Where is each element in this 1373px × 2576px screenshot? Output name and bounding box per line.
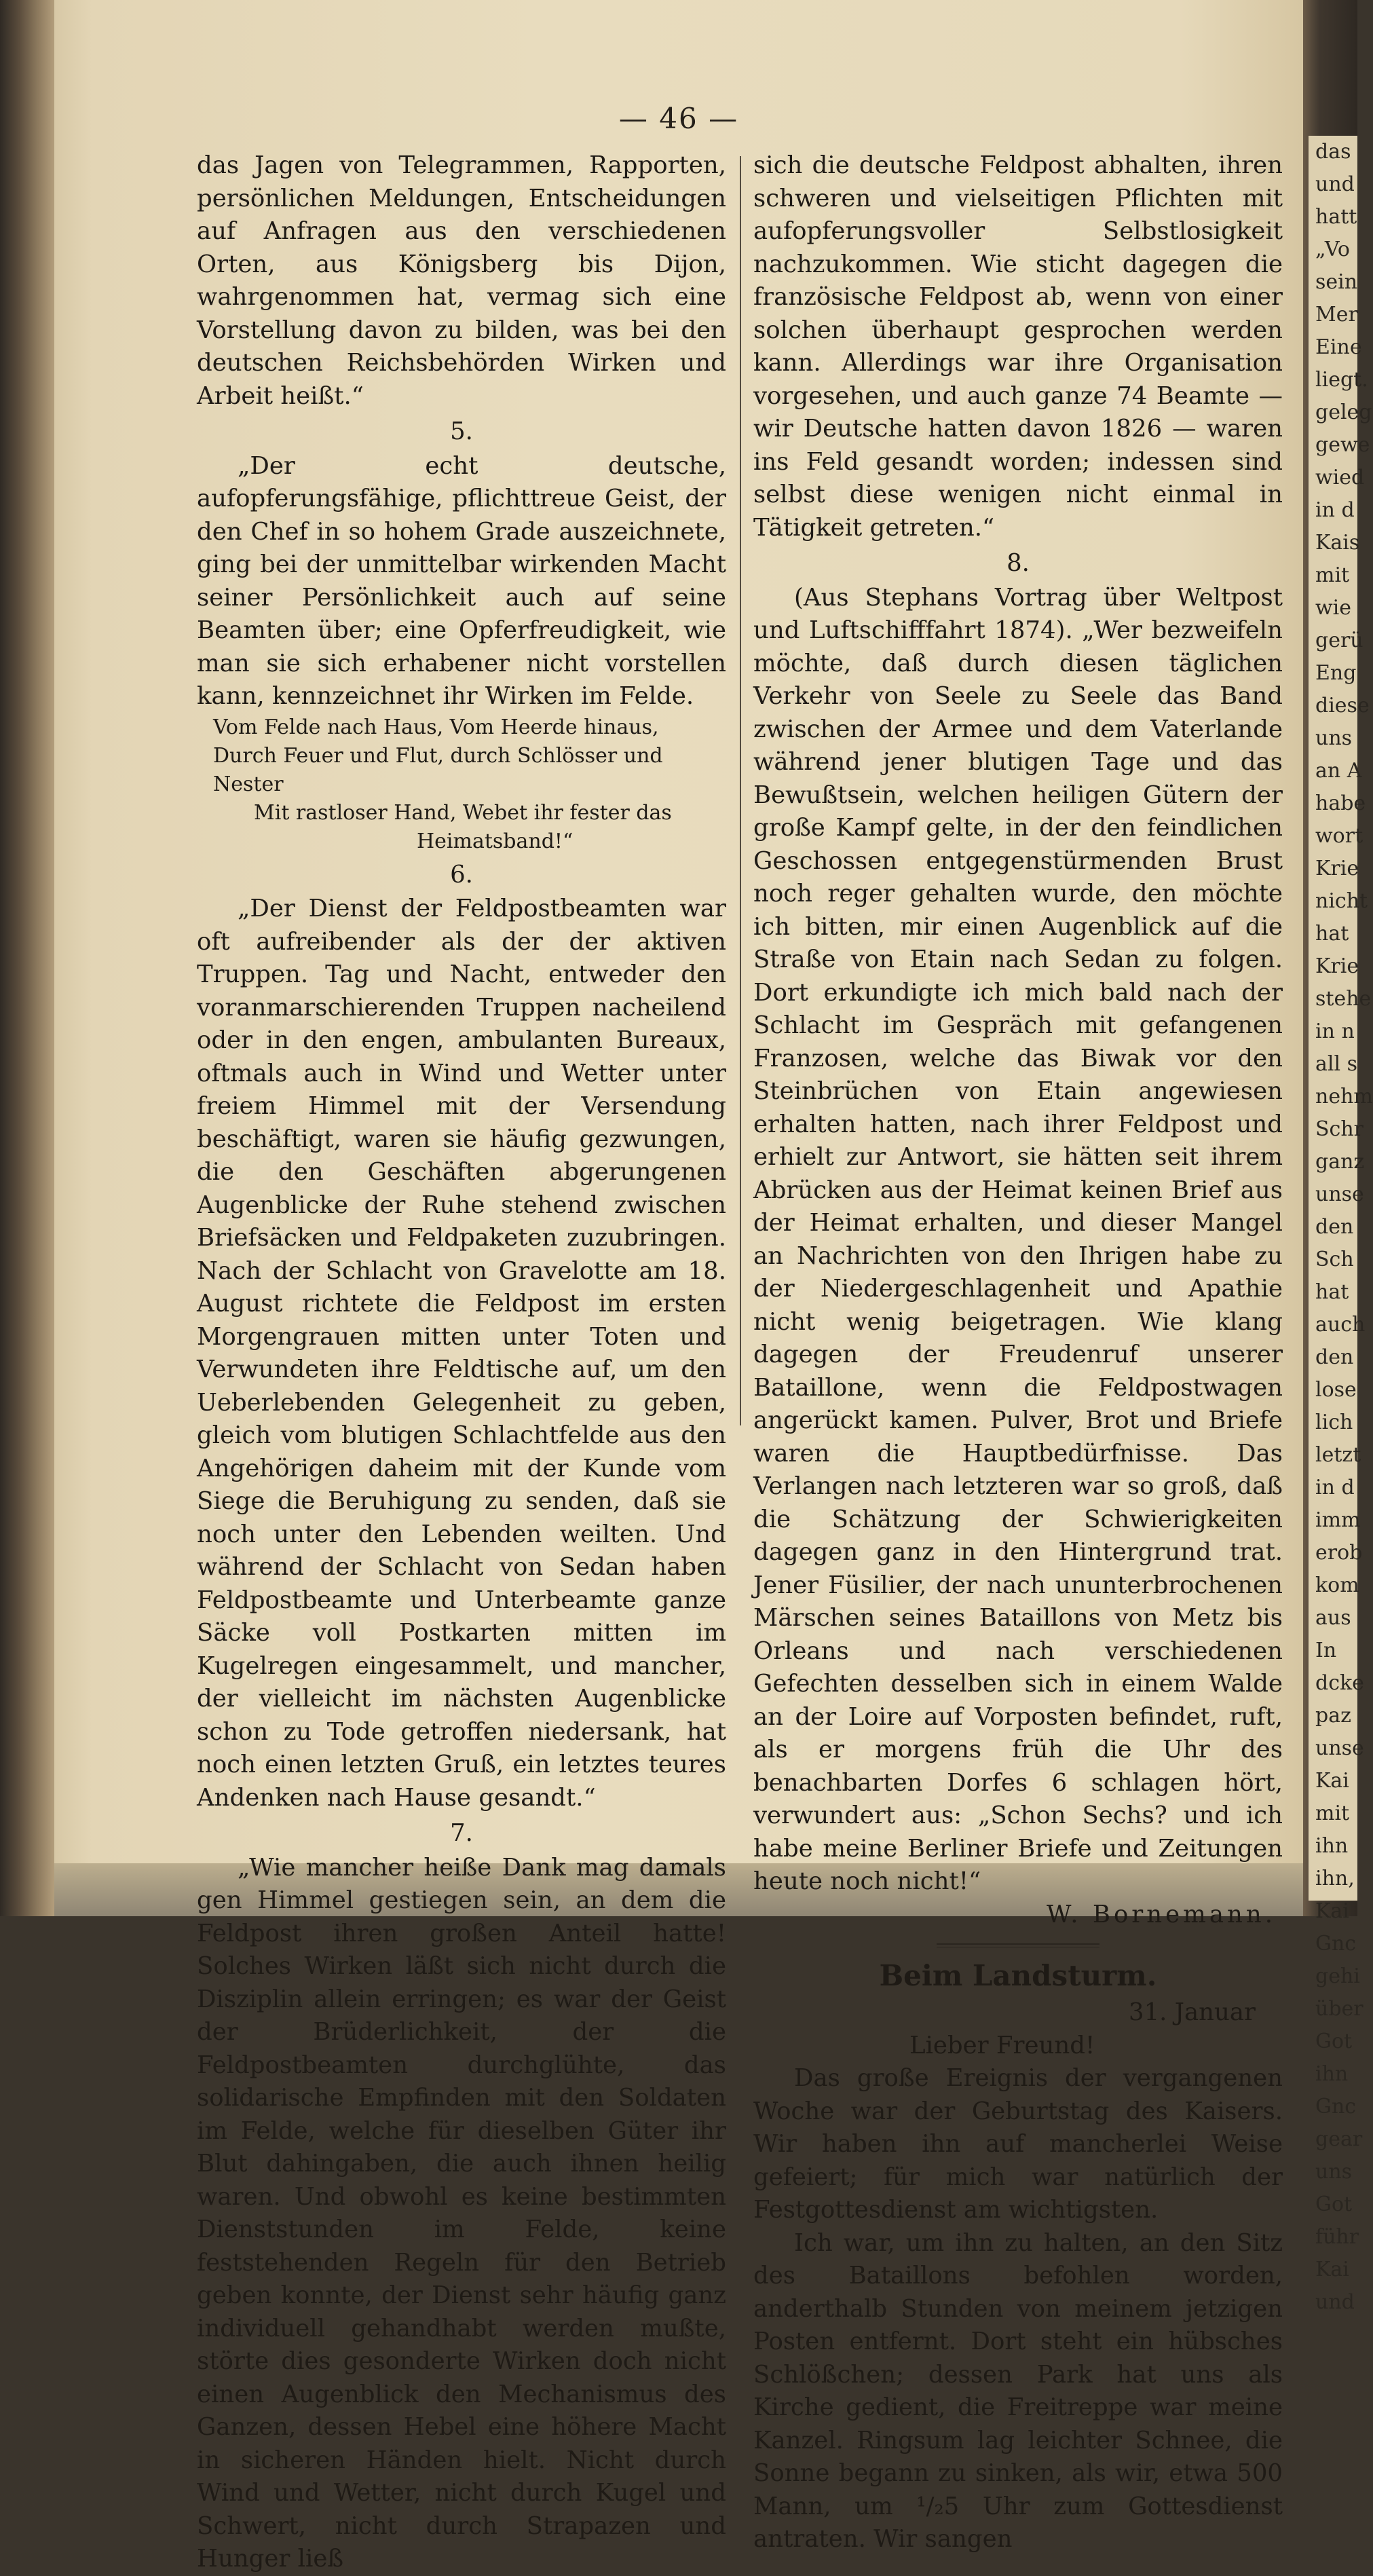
section-number: 7. xyxy=(450,1819,473,1847)
next-page-word: uns xyxy=(1315,2160,1353,2184)
next-page-word: und xyxy=(1315,2290,1355,2314)
next-page-word: den xyxy=(1315,1215,1354,1239)
next-page-word: Krie xyxy=(1315,954,1359,978)
next-page-word: diese xyxy=(1315,694,1370,717)
next-page-word: Sch xyxy=(1315,1248,1354,1271)
next-page-word: paz xyxy=(1315,1704,1351,1728)
next-page-word: gear xyxy=(1315,2127,1363,2151)
next-page-word: ihn, xyxy=(1315,1867,1355,1890)
next-page-word: Kai xyxy=(1315,1899,1349,1923)
next-page-word: führ xyxy=(1315,2225,1359,2249)
next-page-word: über xyxy=(1315,1997,1363,2021)
next-page-word: Gnc xyxy=(1315,2095,1357,2118)
next-page-word: Kais xyxy=(1315,531,1360,555)
next-page-word: den xyxy=(1315,1345,1354,1369)
verse-line: Mit rastloser Hand, Webet ihr fester das xyxy=(254,800,672,825)
right-column xyxy=(753,149,1283,2556)
next-page-word: gerü xyxy=(1315,629,1363,652)
next-page-fragment xyxy=(1309,136,1373,2314)
next-page-word: imm xyxy=(1315,1508,1361,1532)
next-page-word: liegt. xyxy=(1315,368,1368,392)
paragraph: „Wie mancher heiße Dank mag damals gen Himmel gestiegen sein, an dem die Feldpost ihren großen Anteil hatte! Solches Wirken läßt sich nicht durch die Disziplin allein erringen; es war der Geist der Brüderlichkeit, der die Feldpostbeamten durchglühte, das solidarische Empfinden mit den Soldaten im Felde, welche für dieselben Güter ihr Blut dahingaben, die auch ihnen heilig waren. Und obwohl es keine bestimmten Dienststunden im Felde, keine feststehenden Regeln für den Betrieb geben konnte, der Dienst sehr häufig ganz individuell gehandhabt werden mußte, störte dies gesonderte Wirken doch nicht einen Augenblick den Mechanismus des Ganzen, dessen Hebel eine höhere Macht in sicheren Händen hielt. Nicht durch Wind und Wetter, nicht durch Kugel und Schwert, nicht durch Strapazen und Hunger ließ xyxy=(197,1853,726,2573)
author-signature: W. Bornemann. xyxy=(1047,1900,1276,1928)
verse-line: Heimatsband!“ xyxy=(417,829,573,853)
next-page-word: „Vo xyxy=(1315,238,1350,261)
next-page-word: mit xyxy=(1315,1802,1350,1825)
next-page-word: Gnc xyxy=(1315,1932,1357,1956)
separator-rule xyxy=(937,1943,1099,1947)
next-page-word: in d xyxy=(1315,1476,1355,1499)
left-column xyxy=(197,149,726,2576)
next-page-word: lich xyxy=(1315,1411,1353,1434)
next-page-word: Kai xyxy=(1315,2258,1349,2281)
next-page-word: gehi xyxy=(1315,1964,1360,1988)
next-page-word: das xyxy=(1315,140,1351,164)
next-page-word: dcke xyxy=(1315,1671,1364,1695)
next-page-word: letzt xyxy=(1315,1443,1361,1467)
book-spine-left xyxy=(0,0,54,1916)
next-page-word: an A xyxy=(1315,759,1362,783)
paragraph: „Der Dienst der Feldpostbeamten war oft aufreibender als der der aktiven Truppen. Tag und Nacht, entweder den voranmarschierenden Truppen nacheilend oder in den engen, ambulanten Bureaux, oftmals auch in Wind und Wetter unter freiem Himmel mit der Versendung beschäftigt, waren sie häufig gezwungen, die den Geschäften abgerungenen Augenblicke der Ruhe stehend zwischen Briefsäcken und Feldpaketen zuzubringen. Nach der Schlacht von Gravelotte am 18. August richtete die Feldpost im ersten Morgengrauen mitten unter Toten und Verwundeten ihre Feldtische auf, um den Ueberlebenden Gelegenheit zu geben, gleich vom blutigen Schlachtfelde aus den Angehörigen daheim mit der Kunde vom Siege die Beruhigung zu senden, daß sie noch unter den Lebenden weilten. Und während der Schlacht von Sedan haben Feldpostbeamte und Unterbeamte ganze Säcke voll Postkarten mitten im Kugelregen eingesammelt, und mancher, der vielleicht im nächsten Augenblicke schon zu Tode getroffen niedersank, hat noch einen letzten Gruß, ein letztes teures Andenken nach Hause gesandt.“ xyxy=(197,895,726,1812)
section-number: 5. xyxy=(450,417,473,445)
next-page-word: unse xyxy=(1315,1736,1364,1760)
page-number: — 46 — xyxy=(618,102,739,135)
next-page-word: wie xyxy=(1315,596,1352,620)
next-page-word: Got xyxy=(1315,2030,1353,2053)
next-page-word: ihn xyxy=(1315,1834,1349,1858)
next-page-word: aus xyxy=(1315,1606,1351,1630)
next-page-word: Kai xyxy=(1315,1769,1349,1793)
letter-salutation: Lieber Freund! xyxy=(909,2031,1095,2059)
next-page-word: Eine xyxy=(1315,335,1362,359)
next-page-word: nicht xyxy=(1315,889,1368,913)
next-page-word: unse xyxy=(1315,1182,1364,1206)
next-page-word: nehm xyxy=(1315,1085,1373,1108)
verse-line: Durch Feuer und Flut, durch Schlösser und Nester xyxy=(213,743,663,796)
verse-line: Vom Felde nach Haus, Vom Heerde hinaus, xyxy=(213,715,659,739)
next-page-word: in n xyxy=(1315,1020,1355,1043)
paragraph: (Aus Stephans Vortrag über Weltpost und Luftschifffahrt 1874). „Wer bezweifeln möchte, daß durch diesen täglichen Verkehr von Seele zu Seele das Band zwischen der Armee und dem Vaterlande während jener blutigen Tage und das Bewußtsein, welchen heiligen Gütern der große Kampf gelte, in der den feindlichen Geschossen entgegenstürmenden Brust noch reger gehalten wurde, den möchte ich bitten, mir einen Augenblick auf die Straße von Etain nach Sedan zu folgen. Dort erkundigte ich mich bald nach der Schlacht im Gespräch mit gefangenen Franzosen, welche das Biwak vor den Steinbrüchen von Etain angewiesen erhalten hatten, nach ihrer Feldpost und erhielt zur Antwort, sie hätten seit ihrem Abrücken aus der Heimat keinen Brief aus der Heimat erhalten, und dieser Mangel an Nachrichten von den Ihrigen habe zu der Niedergeschlagenheit und Apathie nicht wenig beigetragen. Wie klang dagegen der Freudenruf unserer Bataillone, wenn die Feldpostwagen angerückt kamen. Pulver, Brot und Briefe waren die Hauptbedürfnisse. Das Verlangen nach letzteren war so groß, daß die Schätzung der Schwierigkeiten dagegen ganz in den Hintergrund trat. Jener Füsilier, der nach ununterbrochenen Märschen seines Bataillons von Metz bis Orleans und nach verschiedenen Gefechten desselben sich in einem Walde an der Loire auf Vorposten befindet, ruft, als er morgens früh die Uhr des benachbarten Dorfes 6 schlagen hört, verwundert aus: „Schon Sechs? und ich habe meine Berliner Briefe und Zeitungen heute noch nicht!“ xyxy=(753,583,1283,1895)
next-page-word: ganz xyxy=(1315,1150,1365,1174)
next-page-word: all s xyxy=(1315,1052,1358,1076)
verse xyxy=(197,713,726,856)
next-page-word: Krie xyxy=(1315,857,1359,880)
next-page-word: ihn xyxy=(1315,2062,1349,2086)
next-page-word: und xyxy=(1315,172,1355,196)
next-page-word: wied xyxy=(1315,466,1365,489)
next-page-word: Got xyxy=(1315,2192,1353,2216)
next-page-word: In xyxy=(1315,1639,1337,1662)
next-page-word: uns xyxy=(1315,726,1353,750)
next-page-word: Schr xyxy=(1315,1117,1364,1141)
next-page-word: lose xyxy=(1315,1378,1357,1402)
next-page-word: hat xyxy=(1315,1280,1349,1304)
paragraph: Das große Ereignis der vergangenen Woche war der Geburtstag des Kaisers. Wir haben ihn auf mancherlei Weise gefeiert; für mich war natürlich der Festgottesdienst am wichtigsten. xyxy=(753,2064,1283,2224)
section-number: 6. xyxy=(450,860,473,889)
next-page-word: kom xyxy=(1315,1573,1359,1597)
article-heading: Beim Landsturm. xyxy=(879,1959,1157,1992)
next-page-word: auch xyxy=(1315,1313,1366,1337)
next-page-word: erob xyxy=(1315,1541,1363,1565)
next-page-word: Mer xyxy=(1315,303,1358,326)
paragraph: sich die deutsche Feldpost abhalten, ihren schweren und vielseitigen Pflichten mit aufopferungsvoller Selbstlosigkeit nachzukommen. Wie sticht dagegen die französische Feldpost ab, wenn von einer solchen überhaupt gesprochen werden kann. Allerdings war ihre Organisation vorgesehen, und auch ganze 74 Beamte — wir Deutsche hatten davon 1826 — waren ins Feld gesandt worden; indessen sind selbst diese wenigen nicht einmal in Tätigkeit getreten.“ xyxy=(753,151,1283,542)
next-page-word: gewe xyxy=(1315,433,1370,457)
next-page-word: wort xyxy=(1315,824,1363,848)
column-divider xyxy=(740,156,741,1425)
section-number: 8. xyxy=(1007,549,1030,577)
next-page-word: habe xyxy=(1315,791,1366,815)
paragraph: Ich war, um ihn zu halten, an den Sitz des Bataillons befohlen worden, anderthalb Stunden von meinem jetzigen Posten entfernt. Dort steht ein hübsches Schlößchen; dessen Park hat uns als Kirche gedient, die Freitreppe war meine Kanzel. Ringsum lag leichter Schnee, die Sonne begann zu sinken, als wir, etwa 500 Mann, um ¹/₂5 Uhr zum Gottesdienst antraten. Wir sangen xyxy=(753,2228,1283,2553)
next-page-word: hat xyxy=(1315,922,1349,946)
next-page-word: sein xyxy=(1315,270,1358,294)
paragraph: das Jagen von Telegrammen, Rapporten, persönlichen Meldungen, Entscheidungen auf Anfragen aus den verschiedenen Orten, aus Königsberg bis Dijon, wahrgenommen hat, vermag sich eine Vorstellung davon zu bilden, was bei den deutschen Reichsbehörden Wirken und Arbeit heißt.“ xyxy=(197,151,726,410)
next-page-word: stehe xyxy=(1315,987,1372,1011)
letter-date: 31. Januar xyxy=(1129,1998,1256,2026)
next-page-word: hatt xyxy=(1315,205,1357,229)
next-page-word: geleg xyxy=(1315,400,1372,424)
next-page-word: mit xyxy=(1315,563,1350,587)
next-page-word: in d xyxy=(1315,498,1355,522)
paragraph: „Der echt deutsche, aufopferungsfähige, pflichttreue Geist, der den Chef in so hohem Grade auszeichnete, ging bei der unmittelbar wirkenden Macht seiner Persönlichkeit auch auf seine Beamten über; eine Opferfreudigkeit, wie man sie sich erhabener nicht vorstellen kann, kennzeichnet ihr Wirken im Felde. xyxy=(197,451,726,710)
next-page-word: Eng xyxy=(1315,661,1357,685)
